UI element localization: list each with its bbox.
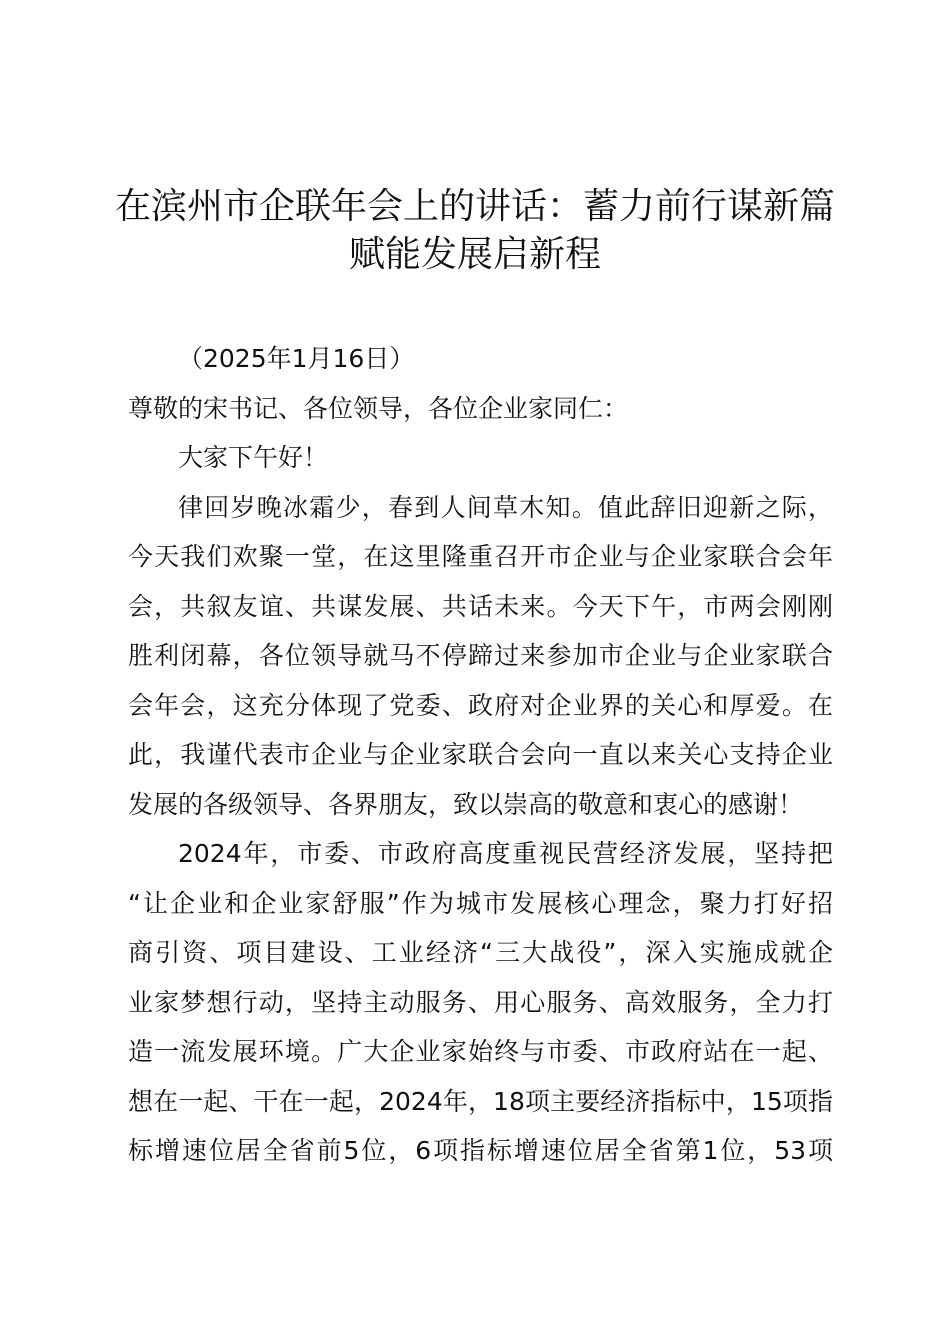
paragraph-line: 今天我们欢聚一堂，在这里隆重召开市企业与企业家联合会年 [128, 542, 833, 571]
paragraph-line: 造一流发展环境。广大企业家始终与市委、市政府站在一起、 [128, 1037, 833, 1066]
paragraph-2 [128, 829, 833, 1176]
document-title-line-1: 在滨州市企联年会上的讲话：蓄力前行谋新篇 [114, 186, 835, 227]
paragraph-line: 会年会，这充分体现了党委、政府对企业界的关心和厚爱。在 [128, 690, 833, 720]
paragraph-line: 发展的各级领导、各界朋友，致以崇高的敬意和衷心的感谢！ [128, 789, 804, 819]
paragraph-line: 此，我谨代表市企业与企业家联合会向一直以来关心支持企业 [128, 740, 833, 769]
paragraph-line: 胜利闭幕，各位领导就马不停蹄过来参加市企业与企业家联合 [128, 641, 833, 670]
paragraph-line: 2024年，市委、市政府高度重视民营经济发展，坚持把 [178, 839, 833, 868]
paragraph-line: 会，共叙友谊、共谋发展、共话未来。今天下午，市两会刚刚 [128, 591, 833, 621]
document-body [128, 334, 833, 1176]
greeting: 大家下午好！ [178, 443, 329, 472]
paragraph-line: 想在一起、干在一起，2024年，18项主要经济指标中，15项指 [128, 1086, 833, 1116]
salutation: 尊敬的宋书记、各位领导，各位企业家同仁： [128, 393, 629, 423]
document-title-line-2: 赋能发展启新程 [348, 234, 601, 275]
paragraph-line: 律回岁晚冰霜少，春到人间草木知。值此辞旧迎新之际， [178, 492, 833, 522]
paragraph-line: 业家梦想行动，坚持主动服务、用心服务、高效服务，全力打 [128, 987, 833, 1017]
paragraph-line: 标增速位居全省前5位，6项指标增速位居全省第1位，53项 [128, 1136, 833, 1165]
paragraph-line: “让企业和企业家舒服”作为城市发展核心理念，聚力打好招 [128, 888, 833, 918]
speech-date: （2025年1月16日） [178, 344, 415, 373]
paragraph-1 [128, 483, 833, 830]
paragraph-line: 商引资、项目建设、工业经济“三大战役”，深入实施成就企 [128, 938, 833, 967]
